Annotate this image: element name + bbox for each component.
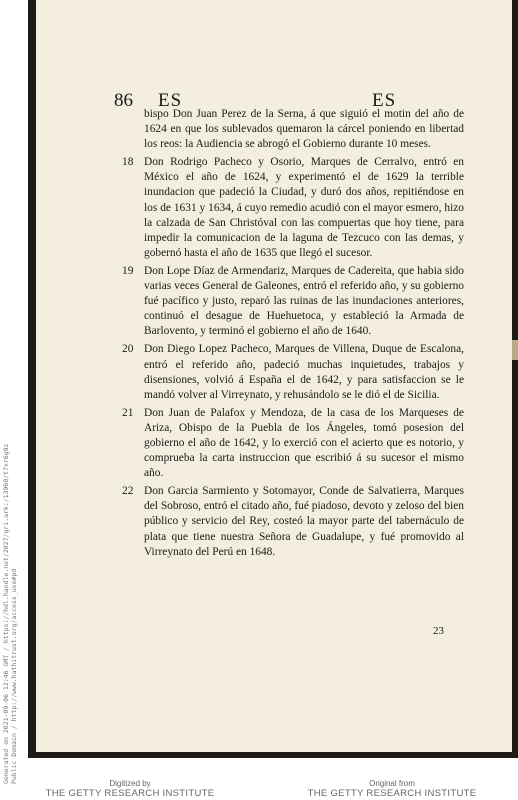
running-head-left: ES [158, 90, 183, 111]
entry-number: 21 [122, 406, 134, 419]
footer-left-small: Digitized by [109, 779, 151, 788]
opening-paragraph: bispo Don Juan Perez de la Serna, á que siguió el motin del año de 1624 en que los sublevados quemaron la cárcel poniendo en libertad los reos: la Audiencia se abrogó el Gobierno durante 10 meses. [144, 108, 464, 151]
entry-22 [122, 484, 464, 559]
entry-19 [122, 264, 464, 339]
entry-text: Don Rodrigo Pacheco y Osorio, Marques de Cerralvo, entró en México el año de 1624, y experimentó el de 1629 la terrible inundacion que padeció la Ciudad, y duró dos años, repitiéndose en los de 1631 y 1634, á cuyo remedio acudió con el mayor esmero, hizo la calzada de San Christóval con las compuertas que hoy tiene, para impedir la comunicacion de la laguna de Tezcuco con las demas, y gobernó hasta el año de 1635 que llegó el sucesor. [144, 156, 464, 259]
page-number: 86 [114, 90, 133, 111]
watermark-line-1: Generated on 2021-09-06 12:46 GMT / https://hdl.handle.net/2027/gri.ark:/13960/t7xr6g9z [2, 443, 10, 784]
footer-digitized-by [30, 779, 230, 799]
catchword: 23 [433, 625, 444, 637]
entry-18 [122, 155, 464, 261]
footer-original-from [292, 779, 492, 799]
entry-number: 18 [122, 156, 134, 169]
entry-text: Don Garcia Sarmiento y Sotomayor, Conde de Salvatierra, Marques del Sobroso, entró el citado año, fué piadoso, devoto y zeloso del bien público y servicio del Rey, costeó la mayor parte del tabernáculo de plata que tiene nuestra Señora de Guadalupe, y fué promovido al Virreynato del Perú en 1648. [144, 485, 464, 558]
running-head-right: ES [372, 90, 397, 111]
entry-number: 19 [122, 264, 134, 277]
entry-text: Don Diego Lopez Pacheco, Marques de Villena, Duque de Escalona, entró el referido año, padeció muchas inquietudes, trabajos y disensiones, volvió á España el de 1642, y para satisfaccion se le mandó volver al Virreynato, y rehusándolo se le dió el de Sicilia. [144, 343, 464, 401]
footer-left-institution: THE GETTY RESEARCH INSTITUTE [45, 788, 215, 799]
side-watermark [0, 443, 24, 788]
page-body [122, 107, 464, 563]
side-watermark-text [2, 444, 18, 784]
watermark-line-2: Public Domain / http://www.hathitrust.org/access_use#pd [10, 568, 18, 784]
entry-21 [122, 406, 464, 481]
entry-number: 20 [122, 343, 134, 356]
entry-text: Don Lope Díaz de Armendariz, Marques de Cadereita, que habia sido varias veces General de Galeones, entró el referido año, y su gobierno fué pacífico y justo, reparó las ruinas de las inundaciones anteriores, continuó el desague de Huehuetoca, y estableció la Armada de Barlovento, y terminó el gobierno el año de 1640. [144, 264, 464, 338]
entry-20 [122, 342, 464, 402]
entry-text: Don Juan de Palafox y Mendoza, de la casa de los Marqueses de Ariza, Obispo de la Puebla de los Ángeles, tomó posesion del gobierno el año de 1642, y lo exerció con el acierto que es notorio, y comprueba la carta instruccion que escribió á su sucesor el mismo año. [144, 406, 464, 480]
footer-right-small: Original from [369, 779, 415, 788]
entry-number: 22 [122, 485, 134, 498]
footer-right-institution: THE GETTY RESEARCH INSTITUTE [307, 788, 477, 799]
